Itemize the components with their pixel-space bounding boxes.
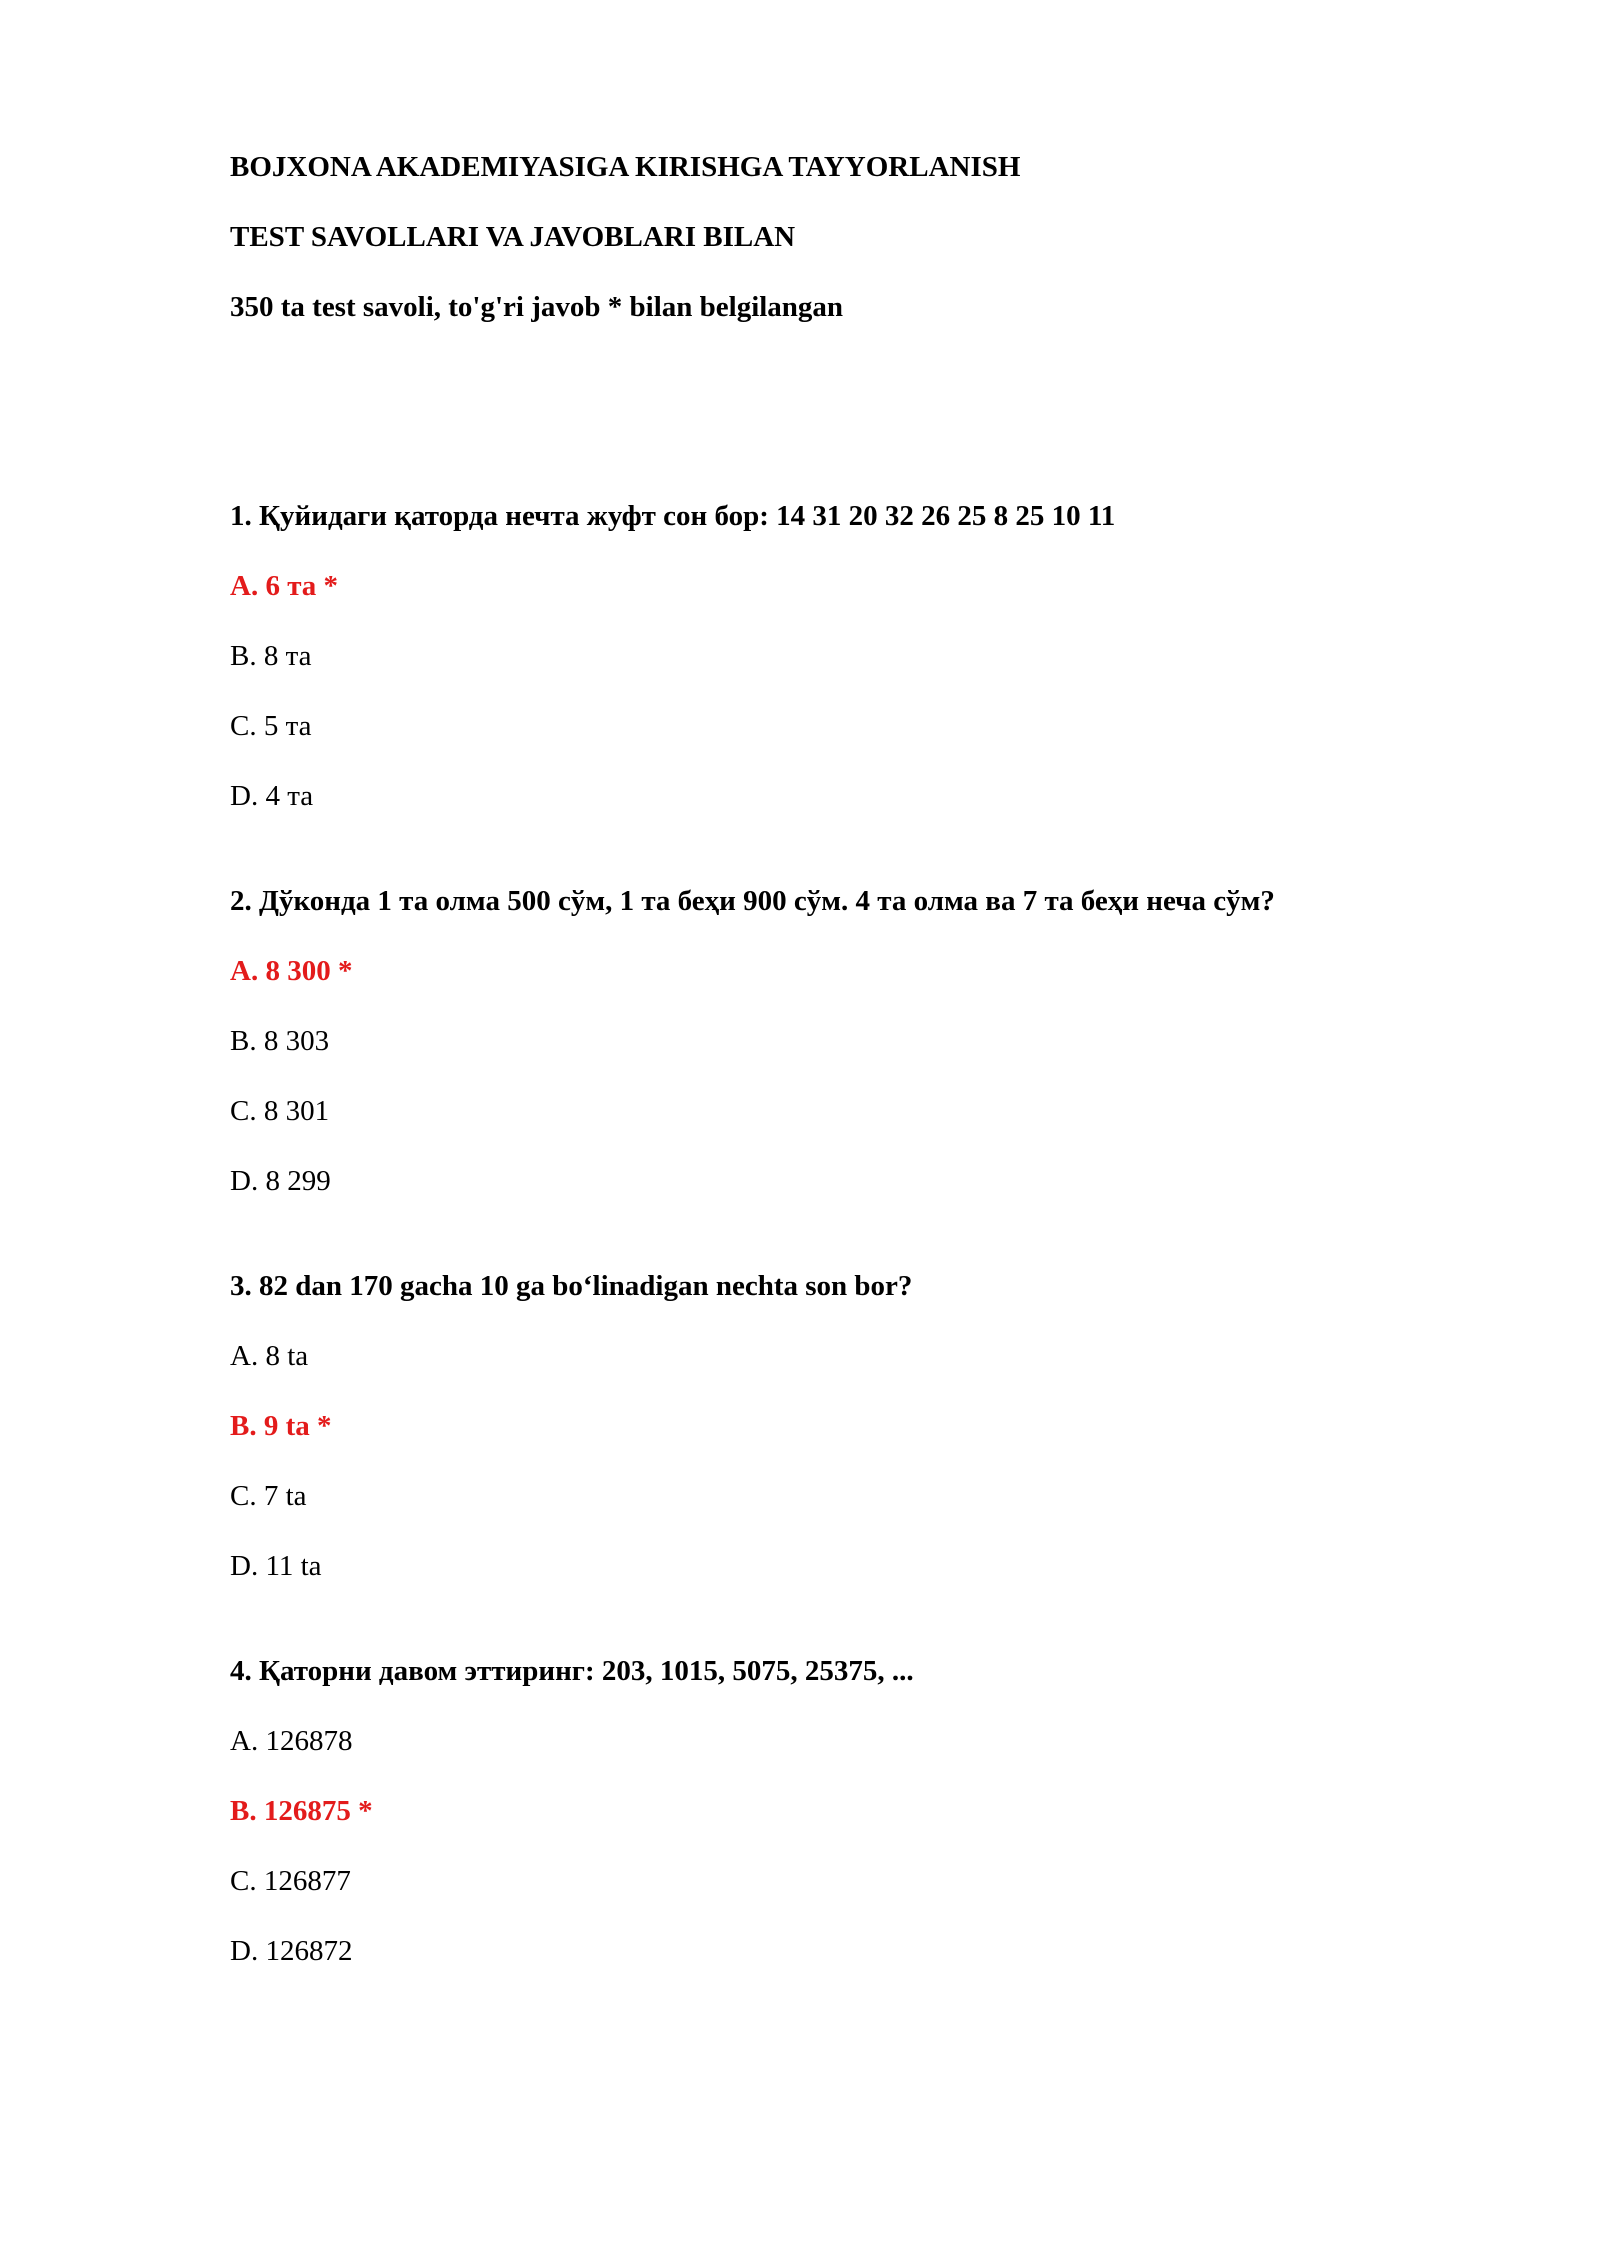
option-b: B. 9 ta * bbox=[230, 1410, 332, 1442]
question-text: 3. 82 dan 170 gacha 10 ga bo‘linadigan nechta son bor? bbox=[230, 1270, 913, 1302]
option-b: B. 8 та bbox=[230, 640, 312, 672]
option-d: D. 8 299 bbox=[230, 1165, 331, 1197]
option-b: B. 8 303 bbox=[230, 1025, 330, 1057]
question-3 bbox=[230, 1269, 1430, 1584]
question-text: 4. Қаторни давом эттиринг: 203, 1015, 5075, 25375, ... bbox=[230, 1655, 914, 1687]
option-a: A. 8 ta bbox=[230, 1340, 309, 1372]
question-4 bbox=[230, 1654, 1430, 1969]
option-c: C. 126877 bbox=[230, 1865, 351, 1897]
option-d: D. 126872 bbox=[230, 1935, 353, 1967]
option-a: A. 6 та * bbox=[230, 570, 339, 602]
question-list bbox=[230, 499, 1430, 1969]
option-c: C. 7 ta bbox=[230, 1480, 307, 1512]
subtitle: 350 ta test savoli, to'g'ri javob * bilan belgilangan bbox=[230, 291, 844, 323]
title-line-2: TEST SAVOLLARI VA JAVOBLARI BILAN bbox=[230, 221, 796, 253]
title-line-1: BOJXONA AKADEMIYASIGA KIRISHGA TAYYORLANISH bbox=[230, 151, 1021, 183]
question-1 bbox=[230, 499, 1430, 814]
option-c: C. 5 та bbox=[230, 710, 312, 742]
question-2 bbox=[230, 884, 1430, 1199]
document-header bbox=[230, 150, 1430, 325]
option-a: A. 8 300 * bbox=[230, 955, 353, 987]
option-d: D. 4 та bbox=[230, 780, 314, 812]
option-d: D. 11 ta bbox=[230, 1550, 322, 1582]
option-a: A. 126878 bbox=[230, 1725, 353, 1757]
option-c: C. 8 301 bbox=[230, 1095, 330, 1127]
question-text: 1. Қуйидаги қаторда нечта жуфт сон бор: 14 31 20 32 26 25 8 25 10 11 bbox=[230, 500, 1116, 532]
option-b: B. 126875 * bbox=[230, 1795, 373, 1827]
question-text: 2. Дўконда 1 та олма 500 сўм, 1 та беҳи 900 сўм. 4 та олма ва 7 та беҳи неча сўм? bbox=[230, 885, 1275, 917]
document-page bbox=[230, 150, 1430, 2039]
